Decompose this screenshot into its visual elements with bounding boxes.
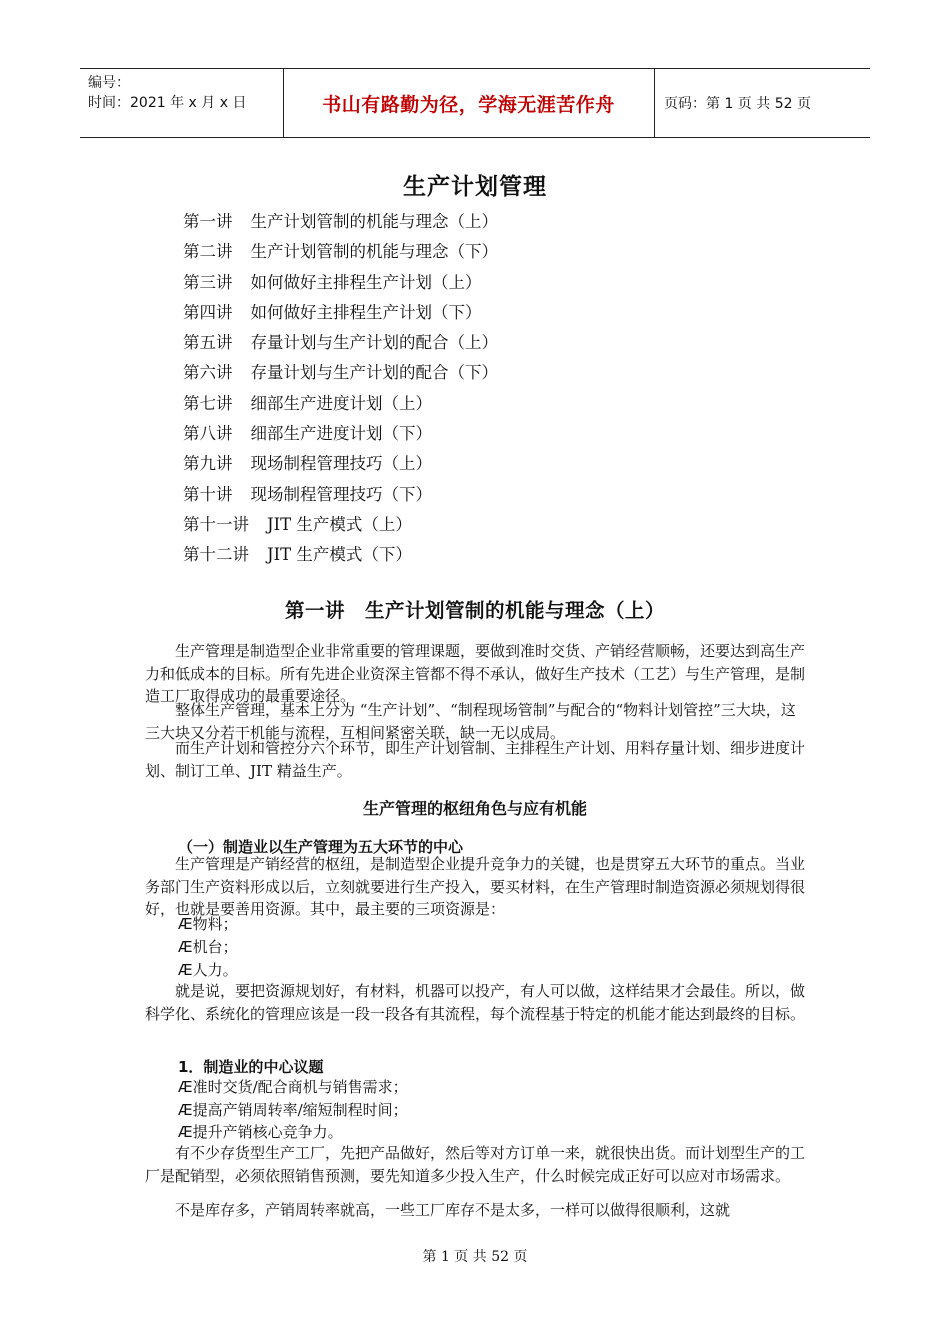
body-paragraph: 有不少存货型生产工厂，先把产品做好，然后等对方订单一来，就很快出货。而计划型生产的工厂是配销型，必须依照销售预测，要先知道多少投入生产，什么时候完成正好可以应对市场需求。 (145, 1144, 806, 1185)
toc-item (183, 328, 498, 358)
toc-item-number: 第八讲 (183, 424, 233, 444)
toc-item-title: 存量计划与生产计划的配合（上） (250, 333, 498, 353)
number-label: 编号： (88, 75, 130, 91)
toc-item-title: 如何做好主排程生产计划（上） (250, 272, 482, 292)
subsection-heading: （一）制造业以生产管理为五大环节的中心 (178, 838, 464, 856)
intro-paragraph: 生产管理是制造型企业非常重要的管理课题，要做到准时交货、产销经营顺畅，还要达到高生产力和低成本的目标。所有先进企业资深主管都不得不承认，做好生产技术（工艺）与生产管理，是制造工厂取得成功的最重要途径。 (145, 642, 806, 705)
toc-item-number: 第三讲 (183, 272, 233, 292)
lecture-title: 第一讲 生产计划管制的机能与理念（上） (284, 599, 665, 622)
toc-item-number: 第十一讲 (183, 514, 249, 534)
header-divider (654, 69, 655, 137)
bullet-icon: Æ (178, 961, 193, 979)
body-paragraph: 生产管理是产销经营的枢纽，是制造型企业提升竞争力的关键，也是贯穿五大环节的重点。当业务部门生产资料形成以后，立刻就要进行生产投入，要买材料，在生产管理时制造资源必须规划得很好，也就是要善用资源。其中，最主要的三项资源是： (145, 855, 806, 918)
toc-item (183, 207, 498, 237)
toc-item-title: 细部生产进度计划（上） (250, 393, 432, 413)
header-page-info: 页码：第 1 页 共 52 页 (664, 96, 811, 112)
date-label: 时间：2021 年 x 月 x 日 (88, 95, 247, 111)
toc-item-number: 第一讲 (183, 212, 233, 231)
toc-item-number: 第九讲 (183, 454, 233, 474)
toc-item (183, 510, 498, 540)
list-item-text: 人力。 (192, 961, 238, 979)
toc-item-title: 存量计划与生产计划的配合（下） (250, 363, 498, 383)
body-paragraph: 不是库存多，产销周转率就高，一些工厂库存不是太多，一样可以做得很顺利，这就 (175, 1201, 731, 1219)
list-item-text: 机台； (192, 938, 238, 956)
subsection-heading: 1．制造业的中心议题 (178, 1058, 324, 1076)
toc-item-number: 第四讲 (183, 302, 233, 322)
section-heading: 生产管理的枢纽角色与应有机能 (362, 799, 587, 818)
list-item-text: 提升产销核心竞争力。 (192, 1123, 343, 1141)
bullet-icon: Æ (178, 938, 193, 956)
list-item (178, 1076, 408, 1099)
toc-item-title: 细部生产进度计划（下） (250, 424, 432, 444)
toc-item-title: JIT 生产模式（上） (267, 514, 412, 534)
toc-item (183, 540, 498, 570)
toc-item (183, 480, 498, 510)
list-item-text: 物料； (192, 915, 238, 933)
bullet-icon: Æ (178, 1123, 193, 1141)
intro-paragraph: 整体生产管理，基本上分为 “生产计划”、“制程现场管制”与配合的“物料计划管控”三大块，这三大块又分若干机能与流程，互相间紧密关联，缺一无以成局。 (145, 701, 796, 742)
toc-item-number: 第十二讲 (183, 545, 249, 565)
list-item (178, 959, 238, 982)
bullet-icon: Æ (178, 1101, 193, 1119)
toc-item (183, 268, 498, 298)
toc-item-number: 第十讲 (183, 484, 233, 504)
list-item-text: 提高产销周转率/缩短制程时间； (192, 1101, 408, 1119)
bullet-icon: Æ (178, 1078, 193, 1096)
toc-item-number: 第二讲 (183, 242, 233, 262)
toc-item (183, 298, 498, 328)
toc-item (183, 237, 498, 267)
list-item (178, 913, 238, 936)
toc-item (183, 389, 498, 419)
list-item (178, 936, 238, 959)
header-motto: 书山有路勤为径，学海无涯苦作舟 (322, 93, 615, 116)
toc-item (183, 449, 498, 479)
list-item (178, 1099, 408, 1122)
toc-item-title: 现场制程管理技巧（上） (250, 454, 432, 474)
table-of-contents (183, 207, 498, 571)
page-footer: 第 1 页 共 52 页 (422, 1249, 528, 1265)
document-title: 生产计划管理 (403, 174, 547, 200)
toc-item-title: JIT 生产模式（下） (267, 545, 412, 565)
bullet-icon: Æ (178, 915, 193, 933)
toc-item-number: 第六讲 (183, 363, 233, 383)
toc-item-title: 如何做好主排程生产计划（下） (250, 302, 482, 322)
toc-item-title: 现场制程管理技巧（下） (250, 484, 432, 504)
header-meta (88, 73, 246, 113)
toc-item-title: 生产计划管制的机能与理念（上） (250, 212, 498, 231)
body-paragraph: 就是说，要把资源规划好，有材料，机器可以投产，有人可以做，这样结果才会最佳。所以，做科学化、系统化的管理应该是一段一段各有其流程，每个流程基于特定的机能才能达到最终的目标。 (145, 982, 806, 1023)
toc-item-number: 第七讲 (183, 393, 233, 413)
toc-item-title: 生产计划管制的机能与理念（下） (250, 242, 498, 262)
list-item-text: 准时交货/配合商机与销售需求； (192, 1078, 408, 1096)
toc-item (183, 419, 498, 449)
list-item (178, 1121, 343, 1144)
page-header (80, 68, 870, 138)
intro-paragraph: 而生产计划和管控分六个环节，即生产计划管制、主排程生产计划、用料存量计划、细步进度计划、制订工单、JIT 精益生产。 (145, 739, 806, 780)
toc-item-number: 第五讲 (183, 333, 233, 353)
toc-item (183, 358, 498, 388)
